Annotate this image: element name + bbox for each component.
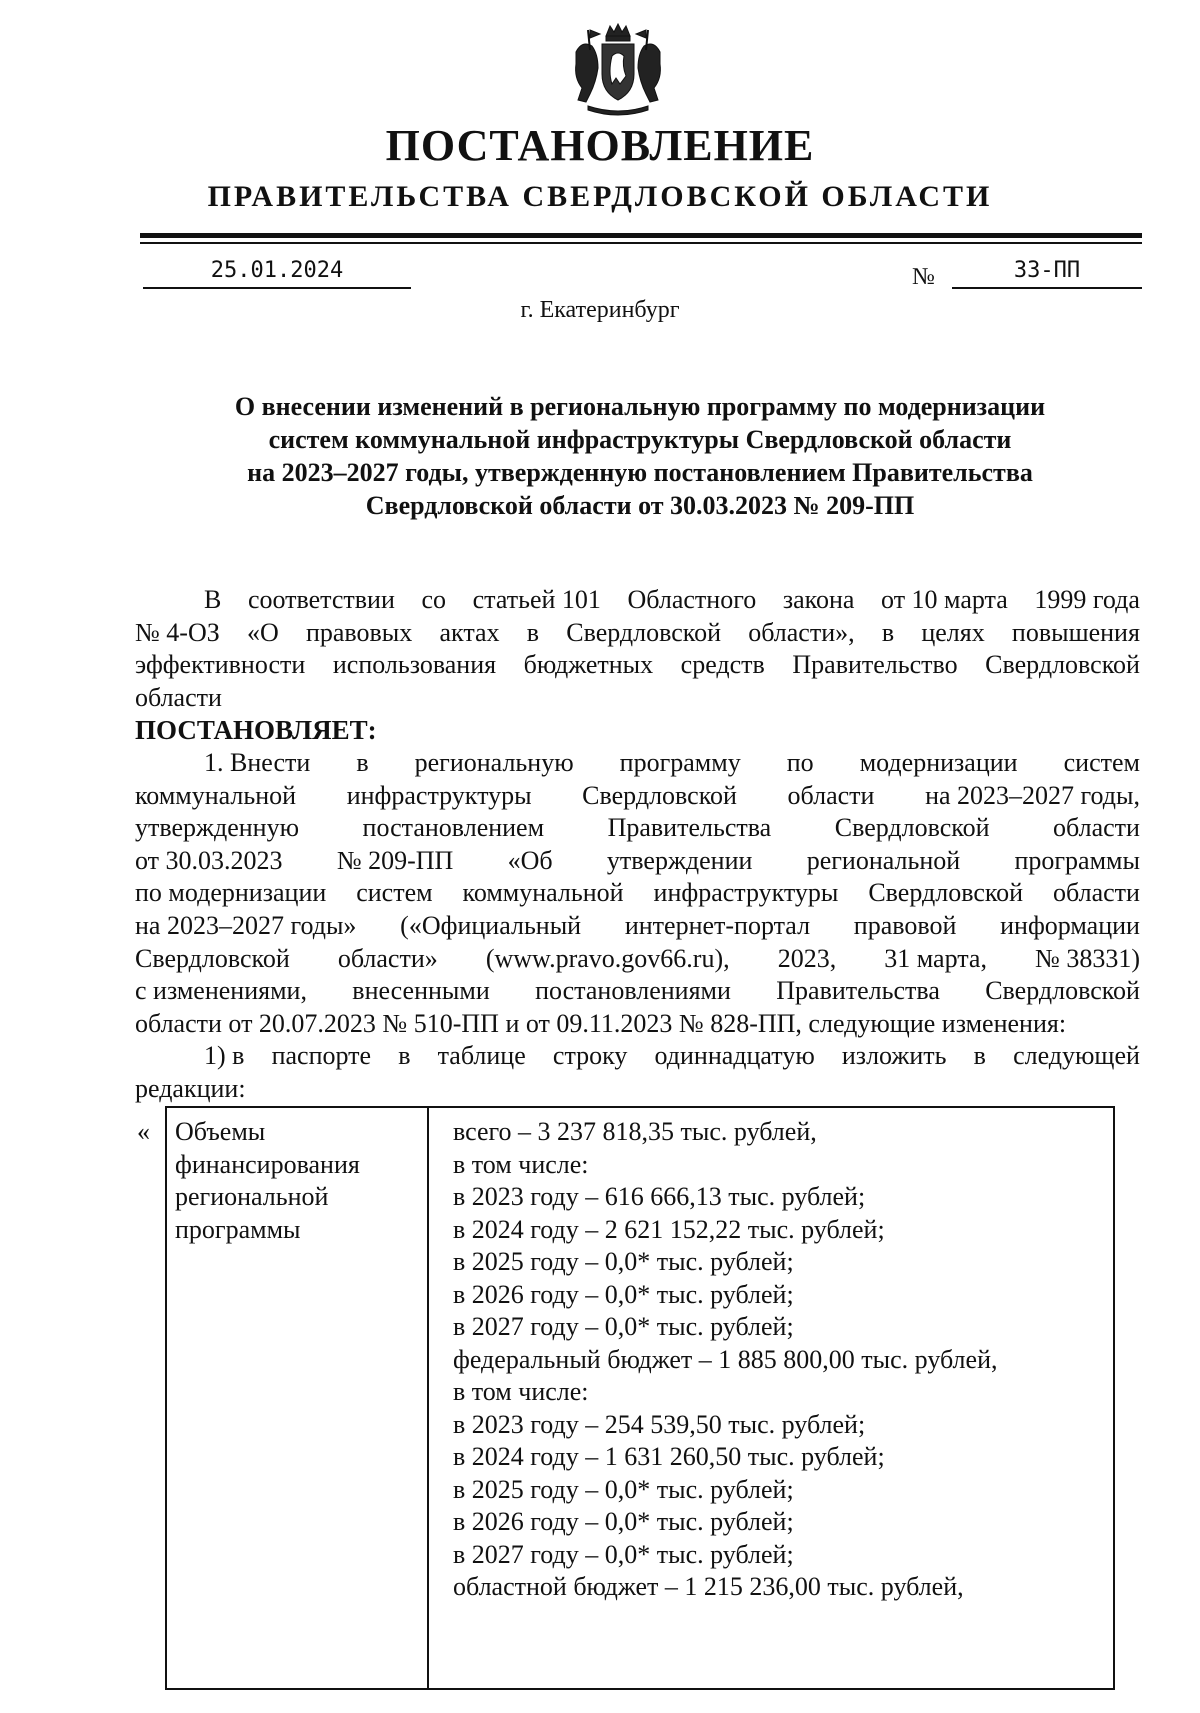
table-cell-line: в 2025 году – 0,0* тыс. рублей; <box>453 1474 794 1504</box>
word: Свердловской <box>566 617 721 647</box>
preamble-paragraph <box>135 584 1140 714</box>
table-cell-line: в 2027 году – 0,0* тыс. рублей; <box>453 1312 794 1341</box>
header-rule-thick <box>140 233 1142 238</box>
word: по <box>786 747 814 777</box>
word: постановлением <box>362 813 545 843</box>
word: Свердловской <box>135 943 290 973</box>
word: области <box>1053 878 1140 908</box>
subitem1-line <box>135 1073 1140 1106</box>
table-cell-values <box>453 1116 1103 1604</box>
item1-line <box>135 845 1140 878</box>
issuing-city: г. Екатеринбург <box>520 297 680 323</box>
word: коммунальной <box>462 878 624 908</box>
word: области», <box>748 617 855 647</box>
word: Свердловской <box>582 780 737 810</box>
document-type-heading: ПОСТАНОВЛЕНИЕ <box>385 121 815 170</box>
word: Свердловской <box>985 650 1140 680</box>
title-line: О внесении изменений в региональную программу по модернизации <box>234 392 1046 421</box>
word: с изменениями, <box>135 976 307 1006</box>
word: № 38331) <box>1035 943 1140 973</box>
header-rule-thin <box>140 242 1142 244</box>
title-line: систем коммунальной инфраструктуры Свердловской области <box>268 425 1012 454</box>
item1-line <box>135 1008 1140 1041</box>
word: Правительства <box>776 976 940 1006</box>
word: правовых <box>305 617 413 647</box>
word: инфраструктуры <box>346 780 532 810</box>
item1-line <box>135 910 1140 943</box>
word: от 30.03.2023 <box>135 845 283 875</box>
coat-of-arms-emblem <box>568 22 668 118</box>
word: 2023, <box>777 943 837 973</box>
item1-line <box>135 812 1140 845</box>
word: редакции: <box>135 1073 246 1103</box>
preamble-line <box>135 617 1140 650</box>
word: закона <box>782 585 855 614</box>
title-line: Свердловской области от 30.03.2023 № 209-ПП <box>365 491 915 520</box>
table-cell-line: финансирования <box>175 1149 360 1179</box>
table-cell-line: в 2023 году – 254 539,50 тыс. рублей; <box>453 1409 866 1439</box>
document-title <box>140 390 1140 522</box>
word: коммунальной <box>135 780 297 810</box>
word: таблице <box>437 1041 526 1071</box>
word: № 209-ПП <box>336 845 454 875</box>
word: бюджетных <box>523 650 654 680</box>
word: Свердловской <box>834 813 990 843</box>
word: одиннадцатую <box>654 1041 815 1071</box>
word: по модернизации <box>135 878 327 908</box>
number-sign: № <box>912 264 935 290</box>
table-cell-line: всего – 3 237 818,35 тыс. рублей, <box>453 1117 817 1146</box>
word: на 2023–2027 годы» <box>135 910 357 940</box>
document-date: 25.01.2024 <box>143 258 411 289</box>
word: систем <box>1063 747 1140 777</box>
word: в <box>356 747 369 777</box>
table-cell-line: в том числе: <box>453 1377 589 1406</box>
amendment-table <box>165 1106 1115 1690</box>
word: интернет-портал <box>624 910 811 940</box>
table-cell-line: Объемы <box>175 1117 266 1146</box>
word: Свердловской <box>985 976 1140 1006</box>
subitem-1-paragraph <box>135 1040 1140 1105</box>
word: строку <box>552 1041 628 1071</box>
table-cell-line: федеральный бюджет – 1 885 800,00 тыс. рублей, <box>453 1344 998 1374</box>
word: использования <box>332 650 497 680</box>
word: № 4-ОЗ <box>135 617 220 647</box>
word: области <box>135 682 222 712</box>
word: целях <box>921 617 985 647</box>
table-cell-line: областной бюджет – 1 215 236,00 тыс. рублей, <box>453 1572 964 1601</box>
word: статьей 101 <box>472 585 601 614</box>
item1-line <box>135 780 1140 813</box>
word: со <box>421 585 447 614</box>
subitem1-line <box>135 1040 1140 1073</box>
word: («Официальный <box>400 910 582 940</box>
table-cell-line: в 2027 году – 0,0* тыс. рублей; <box>453 1539 794 1569</box>
word: средств <box>680 650 765 680</box>
word: региональной <box>806 845 961 875</box>
word: правовой <box>853 910 957 940</box>
word: эффективности <box>135 650 306 680</box>
word: области» <box>337 943 438 973</box>
word: модернизации <box>859 747 1018 777</box>
word: систем <box>356 878 433 908</box>
table-column-divider <box>427 1108 429 1688</box>
document-body <box>135 584 1140 1106</box>
table-cell-line: в 2024 году – 2 621 152,22 тыс. рублей; <box>453 1214 885 1244</box>
table-cell-line: в 2023 году – 616 666,13 тыс. рублей; <box>453 1182 866 1211</box>
item1-line <box>135 877 1140 910</box>
table-cell-label <box>175 1116 420 1246</box>
word: утвержденную <box>135 813 300 843</box>
word: в <box>881 617 895 647</box>
word: Правительство <box>792 650 958 680</box>
word: в <box>973 1041 986 1071</box>
word: 31 марта, <box>884 943 987 973</box>
item-1-paragraph <box>135 747 1140 1040</box>
word: соответствии <box>247 585 395 614</box>
table-cell-line: в том числе: <box>453 1149 589 1179</box>
title-line: на 2023–2027 годы, утвержденную постановлением Правительства <box>247 458 1033 487</box>
word: В <box>204 585 222 614</box>
word: 1999 года <box>1034 585 1140 614</box>
table-cell-line: в 2024 году – 1 631 260,50 тыс. рублей; <box>453 1442 885 1471</box>
resolves-heading: ПОСТАНОВЛЯЕТ: <box>135 715 377 746</box>
word: «О <box>246 617 279 647</box>
table-cell-line: в 2025 году – 0,0* тыс. рублей; <box>453 1247 794 1276</box>
word: следующей <box>1013 1041 1140 1071</box>
word: Областного <box>627 585 757 614</box>
word: на 2023–2027 годы, <box>925 780 1140 810</box>
word: инфраструктуры <box>653 878 839 908</box>
word: «Об <box>507 845 553 875</box>
word: изложить <box>841 1041 947 1071</box>
word: постановлениями <box>535 976 731 1006</box>
word: внесенными <box>352 976 490 1006</box>
item1-line <box>135 943 1140 976</box>
word: в <box>398 1041 411 1071</box>
table-cell-line: региональной <box>175 1182 329 1211</box>
preamble-line <box>135 682 1140 715</box>
word: повышения <box>1011 617 1140 647</box>
word: актах <box>439 617 500 647</box>
issuing-authority: ПРАВИТЕЛЬСТВА СВЕРДЛОВСКОЙ ОБЛАСТИ <box>207 180 993 213</box>
word: области <box>1053 813 1140 843</box>
word: 1. Внести <box>204 747 311 777</box>
table-cell-line: программы <box>175 1214 301 1244</box>
word: региональную <box>414 747 574 777</box>
word: области от 20.07.2023 № 510-ПП и от 09.11.2023 № 828-ПП, следующие изменения: <box>135 1008 1067 1038</box>
word: Свердловской <box>868 878 1024 908</box>
table-cell-line: в 2026 году – 0,0* тыс. рублей; <box>453 1507 794 1536</box>
preamble-line <box>135 584 1140 617</box>
word: области <box>787 780 875 810</box>
word: от 10 марта <box>881 585 1008 614</box>
document-number: 33-ПП <box>952 258 1142 289</box>
word: программу <box>619 747 741 777</box>
quote-open-mark: « <box>137 1117 150 1146</box>
word: утверждении <box>606 845 753 875</box>
word: информации <box>1000 910 1140 940</box>
item1-line <box>135 975 1140 1008</box>
word: (www.pravo.gov66.ru), <box>485 943 730 973</box>
word: 1) в <box>204 1041 245 1071</box>
preamble-line <box>135 649 1140 682</box>
word: Правительства <box>607 813 772 843</box>
word: программы <box>1014 845 1140 875</box>
item1-line <box>135 747 1140 780</box>
table-cell-line: в 2026 году – 0,0* тыс. рублей; <box>453 1279 794 1309</box>
word: паспорте <box>271 1041 372 1071</box>
word: в <box>526 617 540 647</box>
